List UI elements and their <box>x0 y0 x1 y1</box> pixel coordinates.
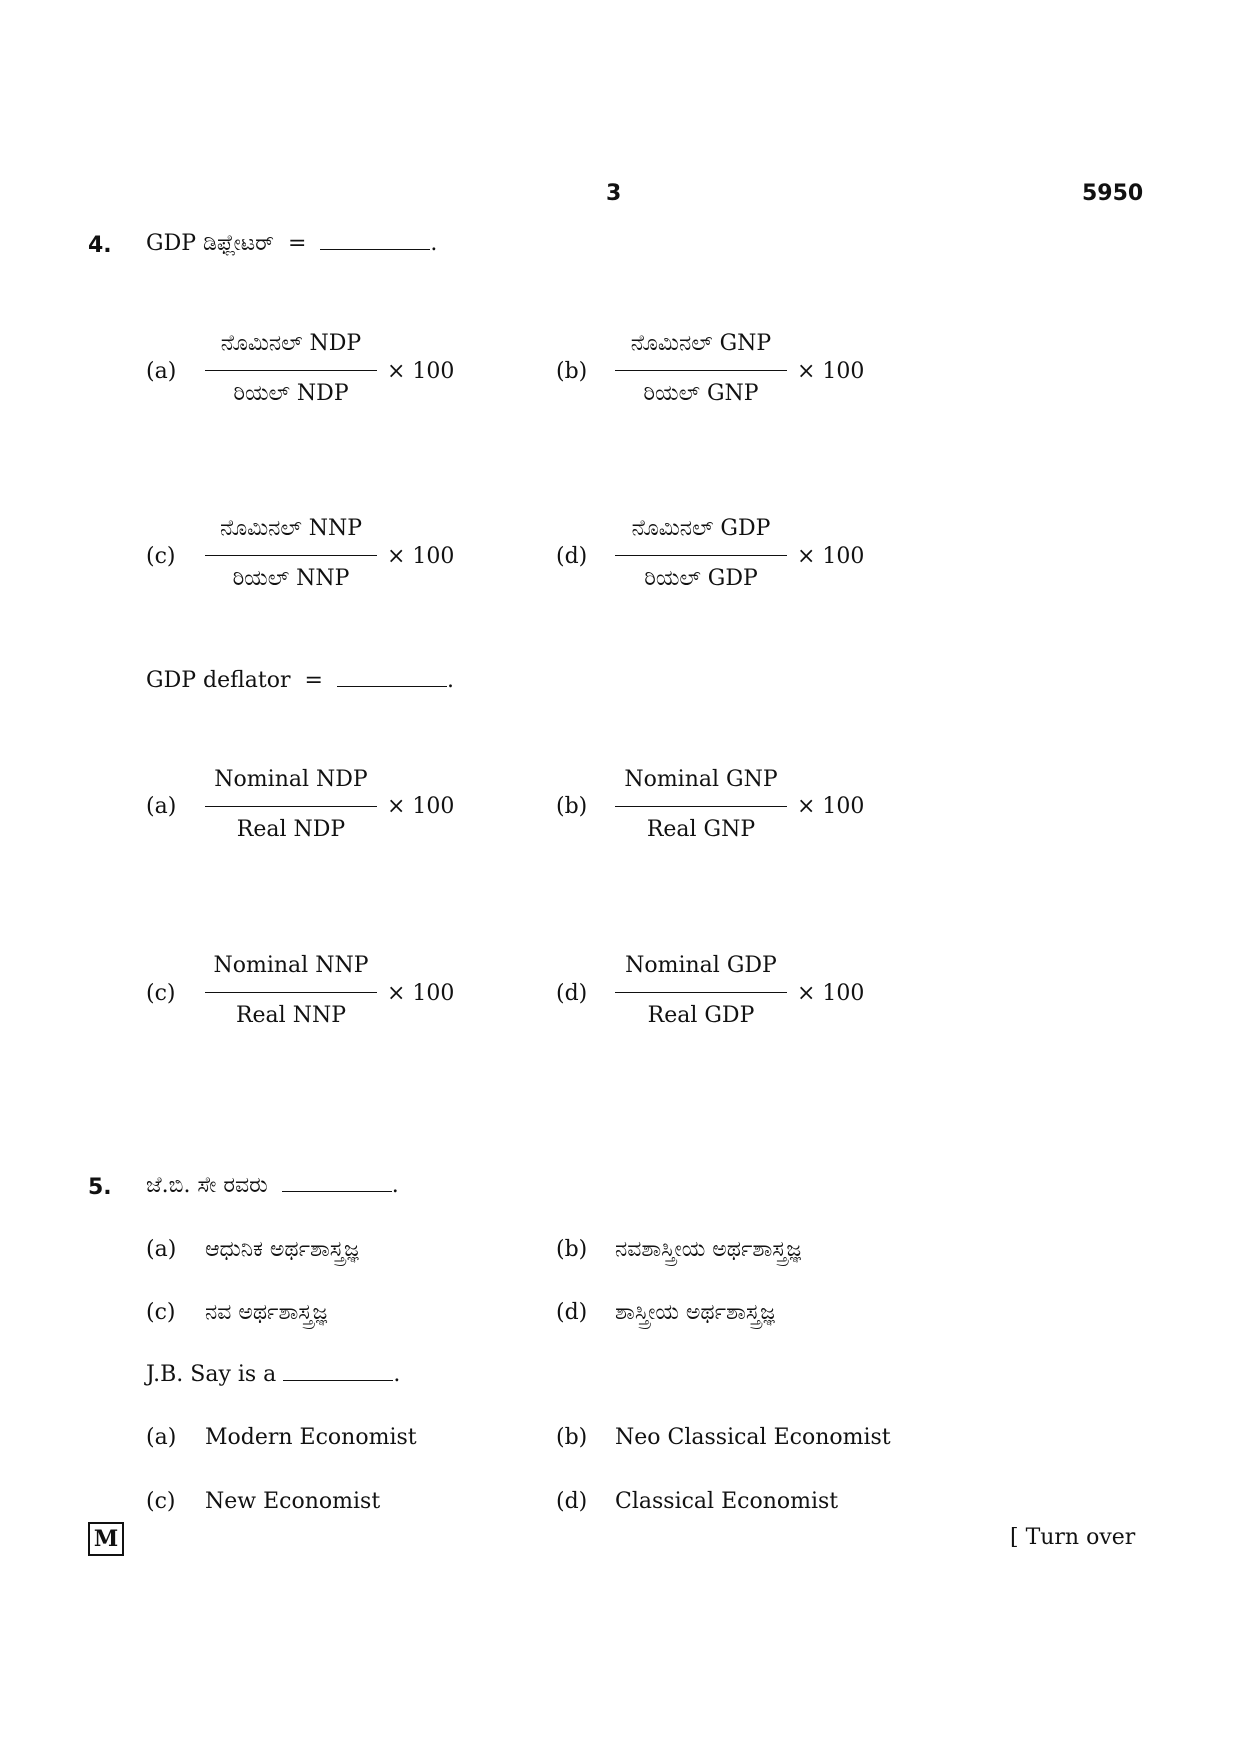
q5-kannada-option-d-text: ಶಾಸ್ತ್ರೀಯ ಅರ್ಥಶಾಸ್ತ್ರಜ್ಞ <box>615 1300 775 1325</box>
option-label: (b) <box>556 794 588 819</box>
denominator: Real NDP <box>236 817 346 842</box>
multiplier: × 100 <box>387 359 455 384</box>
multiplier: × 100 <box>797 981 865 1006</box>
answer-blank <box>283 1362 393 1381</box>
multiplier: × 100 <box>797 359 865 384</box>
option-label: (d) <box>556 981 588 1006</box>
fraction <box>615 515 787 595</box>
fraction <box>205 330 377 410</box>
option-label: (d) <box>556 544 588 569</box>
denominator: ರಿಯಲ್ GDP <box>644 566 758 591</box>
denominator: Real GDP <box>647 1003 755 1028</box>
q5-kannada-option-b-label: (b) <box>556 1237 588 1262</box>
numerator: ನೊಮಿನಲ್ GNP <box>630 331 772 356</box>
question-5-number: 5. <box>88 1175 112 1200</box>
turn-over-note: [ Turn over <box>1010 1525 1136 1550</box>
fraction-bar <box>205 806 377 807</box>
question-4-number: 4. <box>88 233 112 258</box>
option-label: (a) <box>146 359 177 384</box>
denominator: Real GNP <box>646 817 756 842</box>
fraction-bar <box>615 992 787 993</box>
q5-english-option-a-text: Modern Economist <box>205 1425 417 1450</box>
multiplier: × 100 <box>797 544 865 569</box>
numerator: Nominal GNP <box>624 767 778 792</box>
medium-mark-box: M <box>88 1522 124 1556</box>
multiplier: × 100 <box>387 794 455 819</box>
paper-code: 5950 <box>1082 181 1144 206</box>
fraction-bar <box>615 370 787 371</box>
denominator: ರಿಯಲ್ GNP <box>643 381 759 406</box>
numerator: ನೊಮಿನಲ್ GDP <box>631 516 771 541</box>
option-label: (c) <box>146 544 176 569</box>
q5-kannada-option-a-label: (a) <box>146 1237 177 1262</box>
q5-kannada-option-a-text: ಆಧುನಿಕ ಅರ್ಥಶಾಸ್ತ್ರಜ್ಞ <box>205 1237 359 1262</box>
denominator: ರಿಯಲ್ NDP <box>233 381 349 406</box>
option-label: (b) <box>556 359 588 384</box>
option-label: (a) <box>146 794 177 819</box>
question-4-stem-kannada: GDP ಡಿಫ್ಲೇಟರ್ = . <box>146 231 438 256</box>
numerator: ನೊಮಿನಲ್ NNP <box>219 516 363 541</box>
option-label: (c) <box>146 981 176 1006</box>
question-4-stem-english: GDP deflator = . <box>146 668 454 693</box>
q5-kannada-option-b-text: ನವಶಾಸ್ತ್ರೀಯ ಅರ್ಥಶಾಸ್ತ್ರಜ್ಞ <box>615 1237 802 1262</box>
answer-blank <box>282 1173 392 1192</box>
page-number: 3 <box>606 181 622 206</box>
multiplier: × 100 <box>797 794 865 819</box>
q5-english-option-b-text: Neo Classical Economist <box>615 1425 891 1450</box>
q5-english-option-a-label: (a) <box>146 1425 177 1450</box>
answer-blank <box>337 668 447 687</box>
q5-english-option-d-text: Classical Economist <box>615 1489 839 1514</box>
question-5-stem-english: J.B. Say is a . <box>146 1362 401 1387</box>
fraction <box>615 766 787 846</box>
fraction-bar <box>615 806 787 807</box>
denominator: Real NNP <box>235 1003 347 1028</box>
fraction-bar <box>615 555 787 556</box>
fraction-bar <box>205 992 377 993</box>
denominator: ರಿಯಲ್ NNP <box>232 566 350 591</box>
q5-kannada-option-c-text: ನವ ಅರ್ಥಶಾಸ್ತ್ರಜ್ಞ <box>205 1300 328 1325</box>
multiplier: × 100 <box>387 544 455 569</box>
numerator: Nominal NNP <box>213 953 369 978</box>
q5-kannada-option-d-label: (d) <box>556 1300 588 1325</box>
numerator: ನೊಮಿನಲ್ NDP <box>220 331 362 356</box>
fraction-bar <box>205 555 377 556</box>
q5-english-option-b-label: (b) <box>556 1425 588 1450</box>
fraction <box>205 952 377 1032</box>
q5-english-option-d-label: (d) <box>556 1489 588 1514</box>
question-5-stem-kannada: ಜೆ.ಬಿ. ಸೇ ರವರು . <box>146 1173 399 1198</box>
fraction <box>615 952 787 1032</box>
fraction-bar <box>205 370 377 371</box>
fraction <box>615 330 787 410</box>
q5-english-option-c-label: (c) <box>146 1489 176 1514</box>
fraction <box>205 766 377 846</box>
numerator: Nominal GDP <box>625 953 777 978</box>
q5-kannada-option-c-label: (c) <box>146 1300 176 1325</box>
multiplier: × 100 <box>387 981 455 1006</box>
q5-english-option-c-text: New Economist <box>205 1489 381 1514</box>
answer-blank <box>320 231 430 250</box>
numerator: Nominal NDP <box>214 767 368 792</box>
fraction <box>205 515 377 595</box>
